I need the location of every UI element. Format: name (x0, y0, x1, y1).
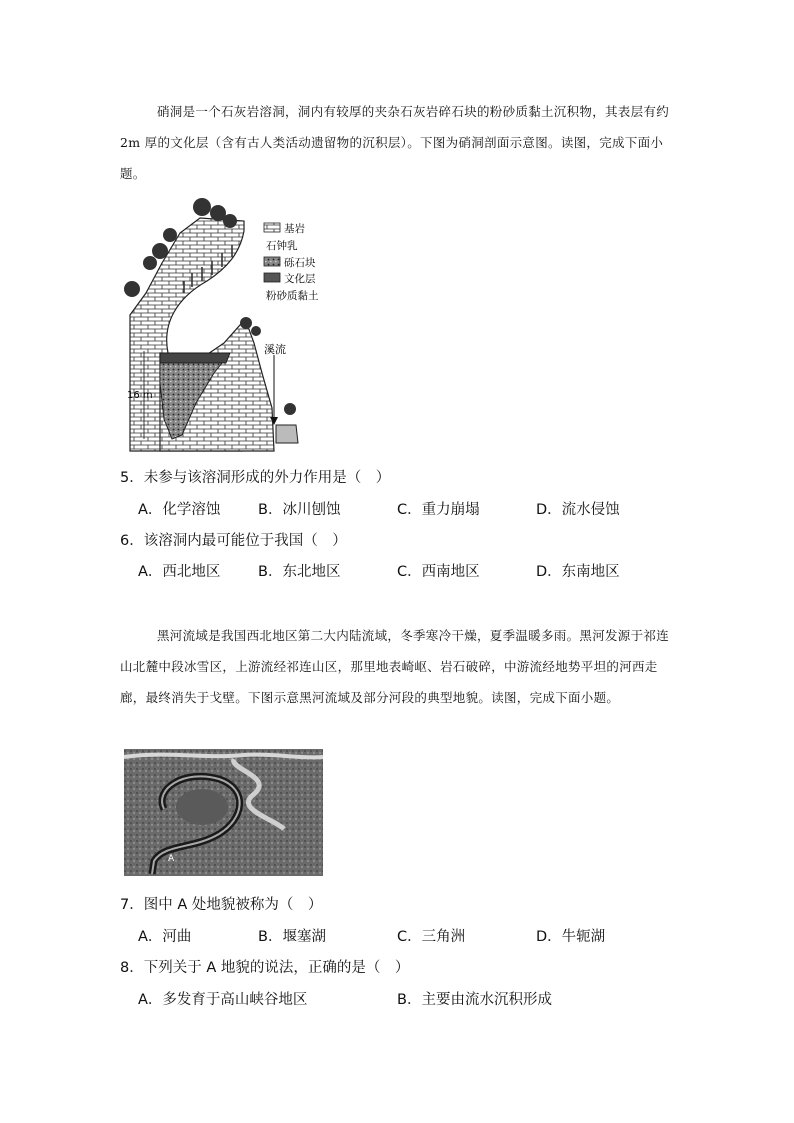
passage-1: 硝洞是一个石灰岩溶洞，洞内有较厚的夹杂石灰岩碎石块的粉砂质黏土沉积物，其表层有约 2m 厚的文化层（含有古人类活动遗留物的沉积层）。下图为硝洞剖面示意图。读图，完成下面小题。 (120, 104, 670, 181)
question-8-stem: 8．下列关于 A 地貌的说法，正确的是（ ） (120, 960, 410, 976)
q6-option-d: D．东南地区 (536, 564, 620, 580)
passage-2: 黑河流域是我国西北地区第二大内陆流域，冬季寒冷干燥，夏季温暖多雨。黑河发源于祁连山北麓中段冰雪区，上游流经祁连山区，那里地表崎岖、岩石破碎，中游流经地势平坦的河西走廊，最终消失于戈壁。下图示意黑河流域及部分河段的典型地貌。读图，完成下面小题。 (120, 628, 670, 705)
q5-option-b: B．冰川刨蚀 (258, 502, 341, 518)
q5-option-c: C．重力崩塌 (397, 502, 480, 518)
q8-option-a: A．多发育于高山峡谷地区 (138, 992, 308, 1008)
legend-gravel: 砾石块 (284, 257, 316, 269)
q6-option-c: C．西南地区 (397, 564, 480, 580)
question-7-stem: 7．图中 A 处地貌被称为（ ） (120, 897, 323, 913)
river-meander-photo (124, 749, 323, 876)
legend-culture-layer: 文化层 (284, 273, 316, 285)
q5-option-d: D．流水侵蚀 (536, 502, 620, 518)
cave-cross-section-figure (122, 193, 362, 455)
q7-option-d: D．牛轭湖 (536, 929, 606, 945)
q7-option-b: B．堰塞湖 (258, 929, 326, 945)
question-6-stem: 6．该溶洞内最可能位于我国（ ） (120, 533, 347, 549)
depth-label: 16 m (127, 390, 153, 401)
q7-option-c: C．三角洲 (397, 929, 466, 945)
point-a-label: A (168, 854, 175, 864)
stream-label: 溪流 (264, 343, 286, 356)
question-5-stem: 5．未参与该溶洞形成的外力作用是（ ） (120, 470, 391, 486)
q6-option-b: B．东北地区 (258, 564, 341, 580)
q7-option-a: A．河曲 (138, 929, 192, 945)
q6-option-a: A．西北地区 (138, 564, 221, 580)
legend-stalactite: 石钟乳 (266, 240, 298, 252)
q8-option-b: B．主要由流水沉积形成 (397, 992, 552, 1008)
legend-bedrock: 基岩 (284, 223, 305, 235)
q5-option-a: A．化学溶蚀 (138, 502, 221, 518)
legend-silty-clay: 粉砂质黏土 (266, 290, 319, 302)
